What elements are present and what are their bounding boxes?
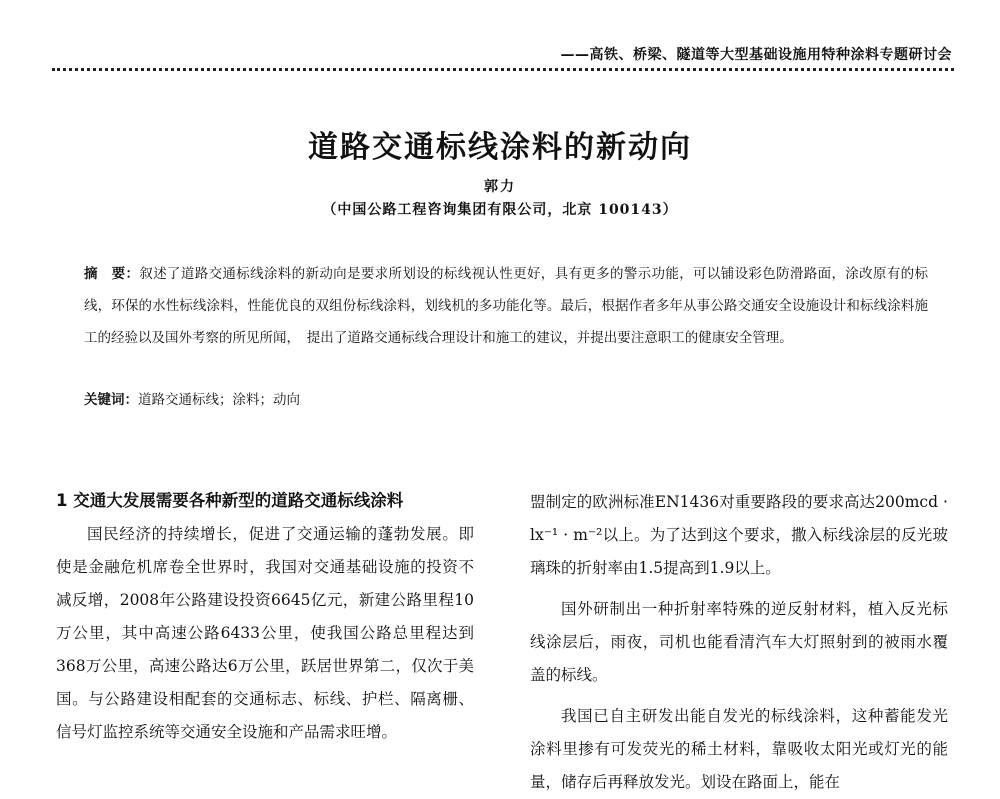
keywords-text: 道路交通标线；涂料；动向 (138, 392, 300, 408)
right-paragraph-1: 盟制定的欧洲标准EN1436对重要路段的要求高达200mcd · lx⁻¹ · m⁻²以上。为了达到这个要求，撒入标线涂层的反光玻璃珠的折射率由1.5提高到1.9以上。 (530, 493, 948, 577)
keywords-block (84, 386, 300, 414)
right-paragraph-2: 国外研制出一种折射率特殊的逆反射材料，植入反光标线涂层后，雨夜，司机也能看清汽车大灯照射到的被雨水覆盖的标线。 (530, 600, 948, 684)
article-author: 郭力 (484, 179, 516, 195)
left-column (56, 486, 474, 749)
right-column (530, 486, 948, 799)
section-1-heading: 1 交通大发展需要各种新型的道路交通标线涂料 (56, 491, 404, 510)
abstract-block (84, 258, 928, 354)
article-affiliation: （中国公路工程咨询集团有限公司，北京 100143） (322, 202, 678, 218)
abstract-text: 叙述了道路交通标线涂料的新动向是要求所划设的标线视认性更好，具有更多的警示功能，可以铺设彩色防滑路面，涂改原有的标线，环保的水性标线涂料，性能优良的双组份标线涂料，划线机的多功能化等。最后，根据作者多年从事公路交通安全设施设计和标线涂料施工的经验以及国外考察的所见所闻， 提出了道路交通标线合理设计和施工的建议，并提出要注意职工的健康安全管理。 (84, 266, 929, 346)
running-header: ——高铁、桥梁、隧道等大型基础设施用特种涂料专题研讨会 (560, 47, 952, 63)
abstract-label: 摘 要： (84, 266, 140, 282)
keywords-label: 关键词： (84, 392, 138, 408)
article-title: 道路交通标线涂料的新动向 (308, 130, 692, 165)
header-divider (52, 68, 954, 71)
right-paragraph-3: 我国已自主研发出能自发光的标线涂料，这种蓄能发光涂料里掺有可发荧光的稀土材料，靠吸收太阳光或灯光的能量，储存后再释放发光。划设在路面上，能在 (530, 707, 948, 791)
section-1-paragraph: 国民经济的持续增长，促进了交通运输的蓬勃发展。即使是金融危机席卷全世界时，我国对交通基础设施的投资不减反增，2008年公路建设投资6645亿元，新建公路里程10万公里，其中高速公路6433公里，使我国公路总里程达到368万公里，高速公路达6万公里，跃居世界第二，仅次于美国。与公路建设相配套的交通标志、标线、护栏、隔离栅、信号灯监控系统等交通安全设施和产品需求旺增。 (56, 525, 474, 741)
